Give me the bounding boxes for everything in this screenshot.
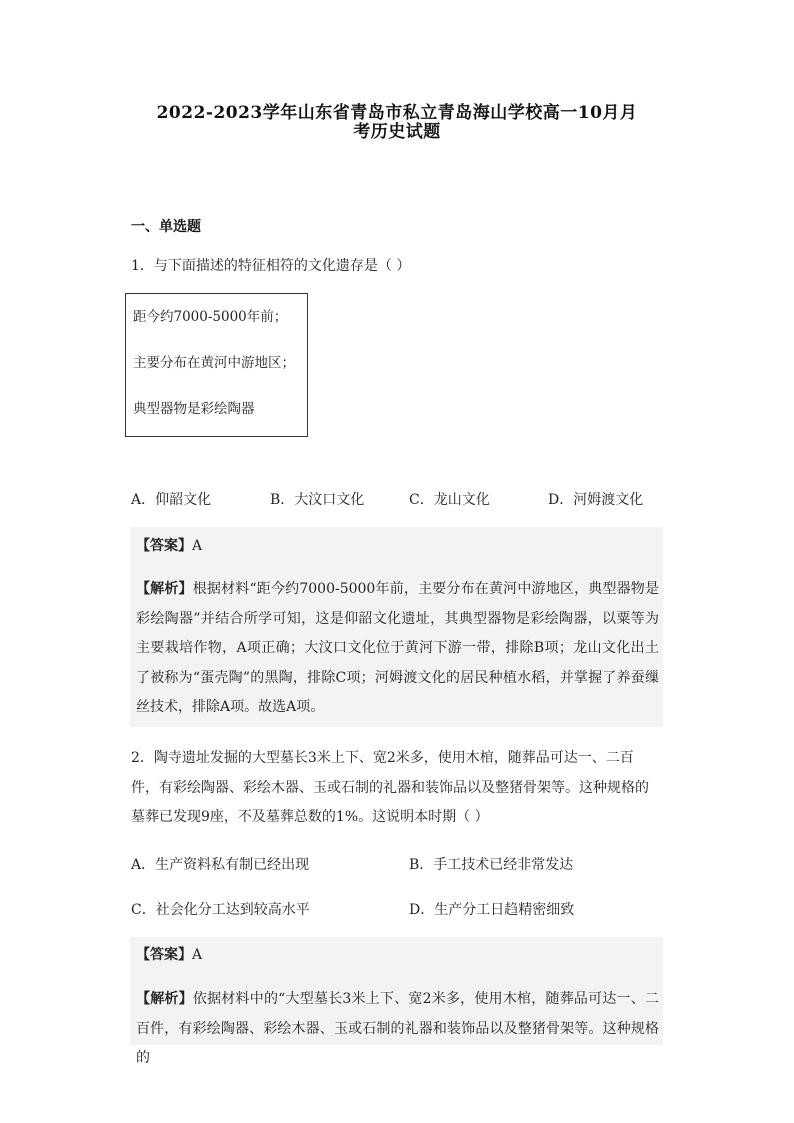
title-line-1: 2022-2023学年山东省青岛市私立青岛海山学校高一10月月 <box>156 103 638 123</box>
question-1-options <box>131 489 671 511</box>
material-line-3: 典型器物是彩绘陶器 <box>133 401 255 417</box>
section-heading: 一、单选题 <box>131 219 201 235</box>
analysis-tag: 【解析】 <box>136 581 193 597</box>
option-b: B．手工技术已经非常发达 <box>409 857 574 873</box>
answer-value: A <box>192 947 203 963</box>
option-d: D．河姆渡文化 <box>548 492 644 508</box>
question-2-stem: 2．陶寺遗址发掘的大型墓长3米上下、宽2米多，使用木棺，随葬品可达一、二百件，有彩绘陶器、彩绘木器、玉或石制的礼器和装饰品以及整猪骨架等。这种规格的墓葬已发现9座，不及墓葬总数的1%。这说明本时期（ ） <box>131 750 649 825</box>
option-c: C．社会化分工达到较高水平 <box>131 902 310 918</box>
analysis-text: 根据材料“距今约7000-5000年前，主要分布在黄河中游地区，典型器物是彩绘陶器”并结合所学可知，这是仰韶文化遗址，其典型器物是彩绘陶器，以粟等为主要栽培作物，A项正确；大汶口文化位于黄河下游一带，排除B项；龙山文化出土了被称为“蛋壳陶”的黑陶，排除C项；河姆渡文化的居民种植水稻，并掌握了养蚕缫丝技术，排除A项。故选A项。 <box>136 581 659 715</box>
question-2-options-row-1 <box>131 854 671 876</box>
material-line-1: 距今约7000-5000年前； <box>133 309 288 325</box>
analysis-tag: 【解析】 <box>136 991 193 1007</box>
question-1-stem: 1．与下面描述的特征相符的文化遗存是（ ） <box>131 258 411 274</box>
question-1-material-box <box>125 293 308 437</box>
title-line-2: 考历史试题 <box>353 122 441 142</box>
question-2-options-row-2 <box>131 899 671 921</box>
option-a: A．生产资料私有制已经出现 <box>131 857 310 873</box>
answer-tag: 【答案】 <box>136 947 192 963</box>
answer-value: A <box>192 538 203 554</box>
option-a: A．仰韶文化 <box>131 492 212 508</box>
option-b: B．大汶口文化 <box>270 492 365 508</box>
answer-tag: 【答案】 <box>136 538 192 554</box>
question-1-answer <box>136 535 202 555</box>
question-2-answer <box>136 944 202 964</box>
option-c: C．龙山文化 <box>409 492 490 508</box>
question-2-analysis <box>136 985 659 1074</box>
question-1-analysis <box>136 575 659 723</box>
material-line-2: 主要分布在黄河中游地区； <box>133 355 295 371</box>
analysis-text: 依据材料中的“大型墓长3米上下、宽2米多，使用木棺，随葬品可达一、二百件，有彩绘陶器、彩绘木器、玉或石制的礼器和装饰品以及整猪骨架等。这种规格的 <box>136 991 659 1066</box>
option-d: D．生产分工日趋精密细致 <box>409 902 575 918</box>
